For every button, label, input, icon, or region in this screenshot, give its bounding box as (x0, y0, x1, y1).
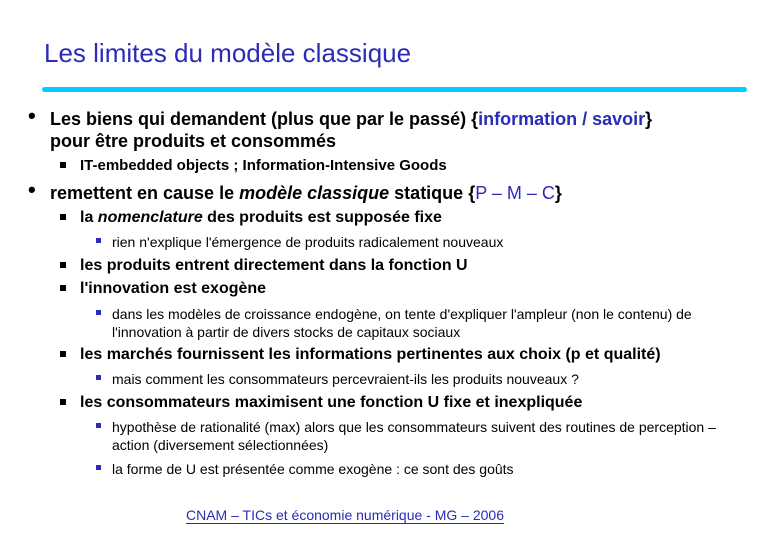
bullet-2-sub-3: l'innovation est exogène (80, 279, 750, 299)
bullet-2-sub-5: les consommateurs maximisent une fonction U fixe et inexpliquée (80, 393, 750, 413)
title-underline (42, 87, 747, 92)
bullet-2-sub-4-detail: mais comment les consommateurs percevraient-ils les produits nouveaux ? (112, 370, 737, 388)
bullet-dot-icon: • (28, 177, 36, 202)
square-bullet-icon (96, 375, 101, 380)
bullet-2-sub-1: la nomenclature des produits est supposée fixe (80, 208, 750, 228)
square-bullet-icon (96, 423, 101, 428)
square-bullet-icon (60, 214, 66, 220)
bullet-2-sub-4: les marchés fournissent les informations pertinentes aux choix (p et qualité) (80, 345, 750, 365)
highlight-text: P – M – C (475, 183, 555, 203)
square-bullet-icon (60, 262, 66, 268)
square-bullet-icon (96, 310, 101, 315)
bullet-1: • Les biens qui demandent (plus que par le passé) {information / savoir} pour être produits et consommés (28, 103, 653, 151)
square-bullet-icon (96, 238, 101, 243)
highlight-text: information / savoir (478, 109, 646, 129)
bullet-2-sub-1-detail: rien n'explique l'émergence de produits radicalement nouveaux (112, 233, 737, 251)
square-bullet-icon (96, 465, 101, 470)
bullet-2-sub-3-detail: dans les modèles de croissance endogène, on tente d'expliquer l'ampleur (non le contenu) de l'innovation à partir de divers stocks de capitaux sociaux (112, 305, 737, 341)
bullet-2: • remettent en cause le modèle classique statique {P – M – C} (28, 177, 562, 203)
bullet-2-sub-5-detail-2: la forme de U est présentée comme exogène : ce sont des goûts (112, 460, 737, 478)
bullet-1-sub-1: IT-embedded objects ; Information-Intensive Goods (80, 156, 750, 176)
square-bullet-icon (60, 351, 66, 357)
bullet-2-sub-2: les produits entrent directement dans la fonction U (80, 256, 750, 276)
square-bullet-icon (60, 399, 66, 405)
slide-footer: CNAM – TICs et économie numérique - MG – 2006 (186, 507, 504, 523)
bullet-dot-icon: • (28, 103, 36, 128)
square-bullet-icon (60, 285, 66, 291)
bullet-2-sub-5-detail-1: hypothèse de rationalité (max) alors que les consommateurs suivent des routines de perception – action (diversement sélectionnées) (112, 418, 737, 454)
square-bullet-icon (60, 162, 66, 168)
slide-title: Les limites du modèle classique (44, 38, 412, 68)
